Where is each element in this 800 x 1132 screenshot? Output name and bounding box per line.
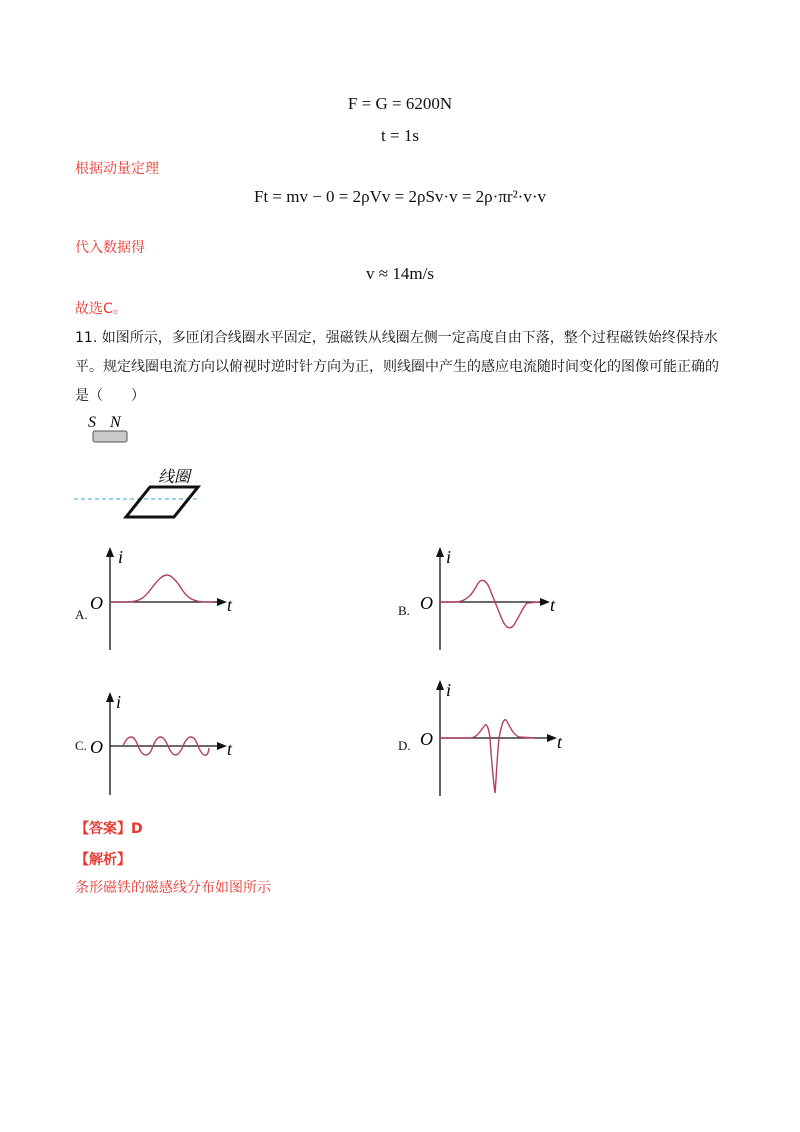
analysis-title: 【解析】 <box>75 852 131 868</box>
question-line-2: 平。规定线圈电流方向以俯视时逆时针方向为正，则线圈中产生的感应电流随时间变化的图像可能正确的 <box>75 359 719 375</box>
axis-t-label: t <box>550 595 556 615</box>
equation-force: F = G = 6200N <box>347 94 453 113</box>
axis-i-label: i <box>116 692 122 712</box>
option-a-label: A. <box>75 607 88 622</box>
axis-t-label: t <box>227 739 233 759</box>
coil-label: 线圈 <box>158 469 191 486</box>
label-substitute: 代入数据得 <box>75 240 145 256</box>
label-momentum-theorem: 根据动量定理 <box>75 161 159 177</box>
axis-i-label: i <box>446 547 452 567</box>
curve-a <box>110 575 213 602</box>
magnet-coil-figure <box>70 410 210 525</box>
equation-momentum: Ft = mv − 0 = 2ρVv = 2ρSv·v = 2ρ·πr²·v·v <box>253 187 546 206</box>
option-c-label: C. <box>75 738 87 753</box>
equation-result: v ≈ 14m/s <box>366 264 434 283</box>
label-choose: 故选C。 <box>75 301 127 317</box>
axis-origin-label: O <box>90 593 103 613</box>
axis-origin-label: O <box>420 729 433 749</box>
axis-origin-label: O <box>420 593 433 613</box>
axis-i-label: i <box>118 547 124 567</box>
question-line-3: 是（ ） <box>75 388 145 404</box>
axis-t-label: t <box>557 732 563 752</box>
curve-d <box>440 720 535 793</box>
graph-option-a <box>85 545 255 655</box>
magnet-n-label: N <box>110 414 121 431</box>
graph-option-b <box>415 545 585 655</box>
graph-option-c <box>85 690 255 800</box>
magnet-s-label: S <box>88 414 96 431</box>
option-b-label: B. <box>398 603 410 618</box>
curve-b <box>440 580 539 628</box>
coil-loop <box>126 487 198 517</box>
graph-option-d <box>415 678 585 803</box>
option-d-label: D. <box>398 738 411 753</box>
analysis-text: 条形磁铁的磁感线分布如图所示 <box>75 880 271 896</box>
axis-i-label: i <box>446 680 452 700</box>
answer-line: 【答案】D <box>75 821 143 837</box>
axis-origin-label: O <box>90 737 103 757</box>
bar-magnet <box>93 431 127 442</box>
equation-time: t = 1s <box>381 126 419 145</box>
axis-t-label: t <box>227 595 233 615</box>
question-line-1: 11. 如图所示，多匝闭合线圈水平固定，强磁铁从线圈左侧一定高度自由下落，整个过程磁铁始终保持水 <box>75 330 718 346</box>
